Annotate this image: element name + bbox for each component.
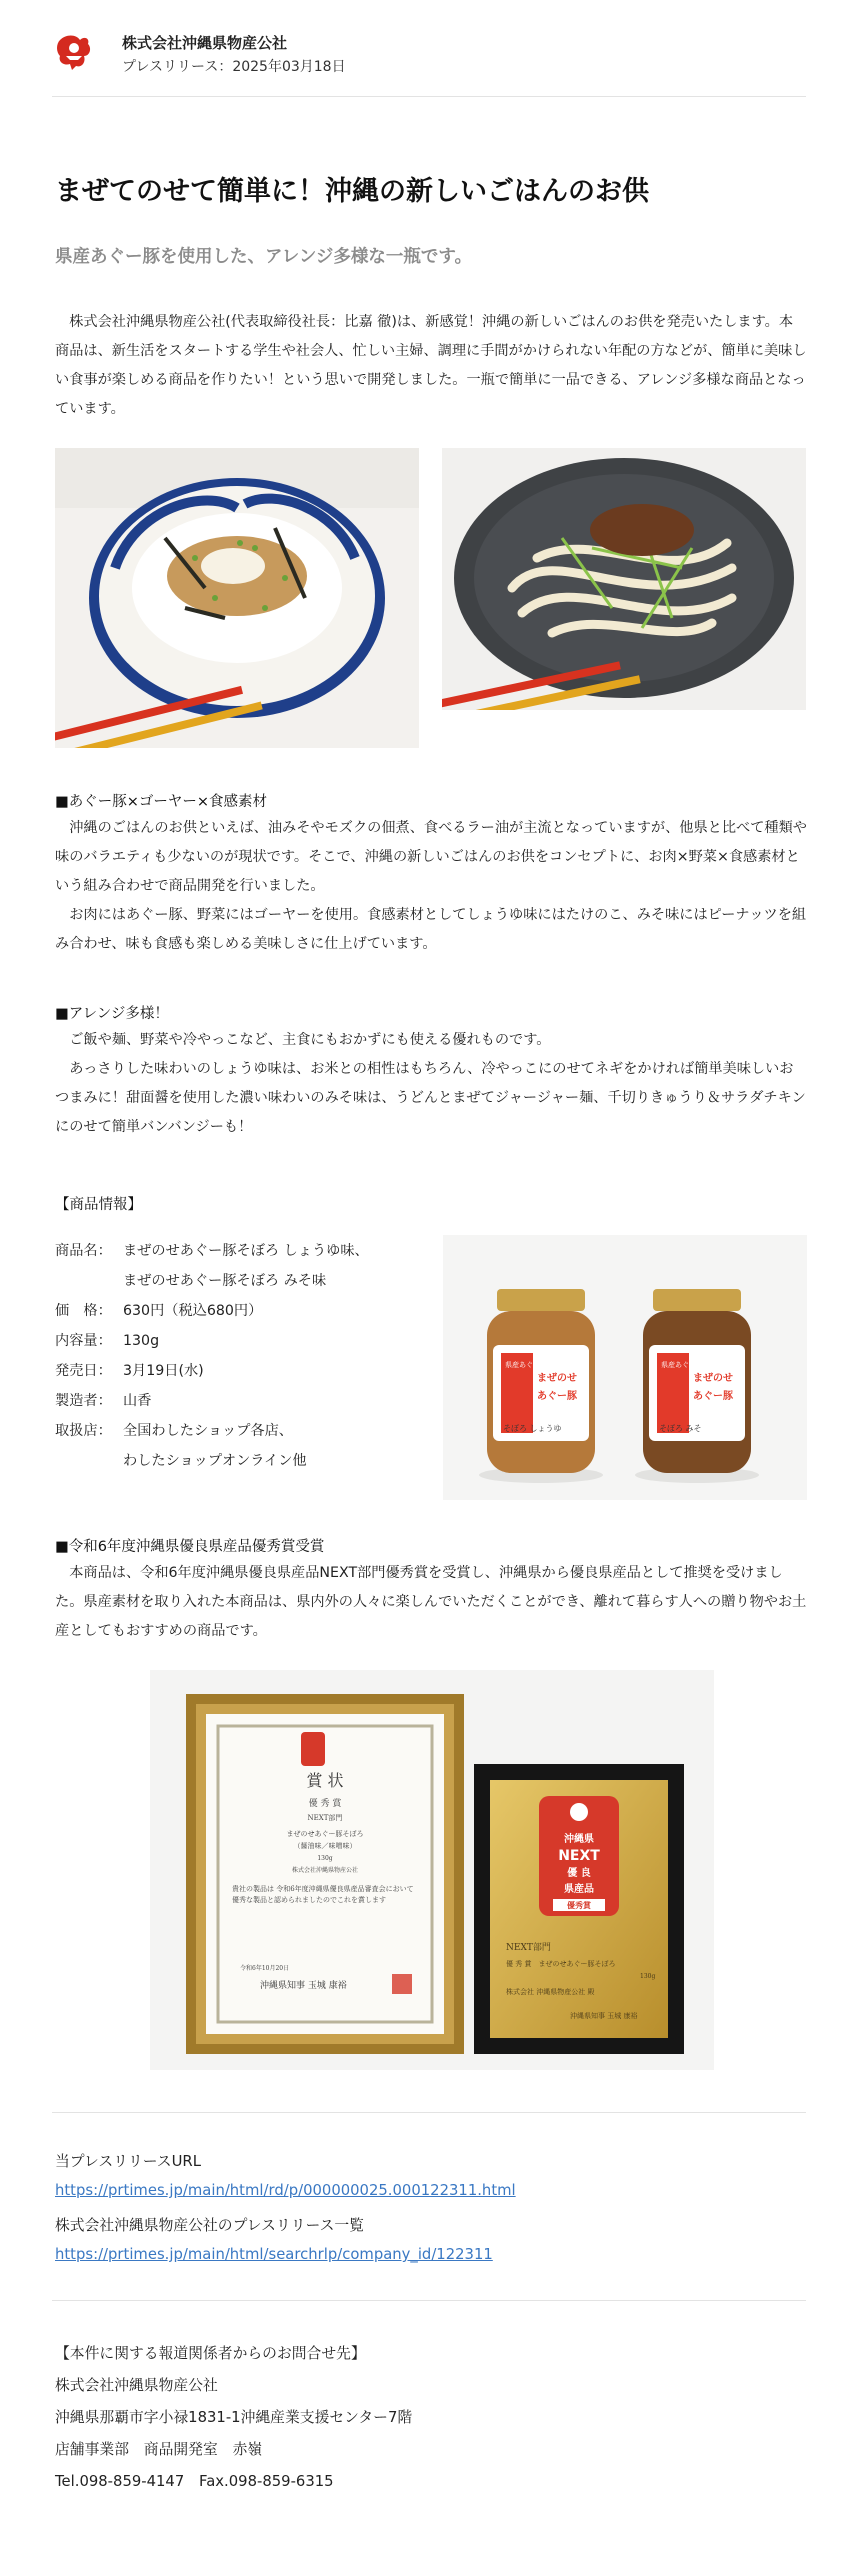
cert-product: まぜのせあぐー豚そぼろ bbox=[286, 1830, 364, 1838]
section2-paragraph-2: あっさりした味わいのしょうゆ味は、お米との相性はもちろん、冷やっこにのせてネギをかければ簡単美味しいおつまみに！甜面醤を使用した濃い味わいのみそ味は、うどんとまぜてジャージャー麺、千切りきゅうり＆サラダチキンにのせて簡単バンバンジーも！ bbox=[55, 1061, 806, 1135]
product-jars-photo bbox=[443, 1235, 807, 1500]
maker-label: 製造者： bbox=[55, 1393, 112, 1409]
article-subtitle: 県産あぐー豚を使用した、アレンジ多様な一瓶です。 bbox=[55, 247, 473, 267]
store-value-1: 全国わしたショップ各店、 bbox=[123, 1423, 293, 1439]
section1-paragraph-2: お肉にはあぐー豚、野菜にはゴーヤーを使用。食感素材としてしょうゆ味にはたけのこ、みそ味にはピーナッツを組み合わせ、味も食感も楽しめる美味しさに仕上げています。 bbox=[55, 907, 807, 952]
plaque-division: NEXT部門 bbox=[506, 1943, 551, 1953]
plaque-line-3: 優 良 bbox=[567, 1868, 591, 1879]
left-jar-text-3: あぐー豚 bbox=[537, 1391, 577, 1402]
product-name-label: 商品名： bbox=[55, 1243, 112, 1259]
price-label: 価 格： bbox=[55, 1303, 112, 1319]
section1-body bbox=[55, 814, 807, 959]
rice-bowl-photo bbox=[55, 448, 419, 748]
left-jar-text-2: まぜのせ bbox=[537, 1373, 577, 1384]
left-jar-text-1: 県産あぐー bbox=[505, 1361, 540, 1369]
cert-body: 貴社の製品は 令和6年度沖縄県優良県産品審査会において優秀な製品と認められましたのでこれを賞します bbox=[232, 1885, 414, 1904]
intro-text: 株式会社沖縄県物産公社(代表取締役社長：比嘉 徹)は、新感覚！沖縄の新しいごはんのお供を発売いたします。本商品は、新生活をスタートする学生や社会人、忙しい主婦、調理に手間がかけられない年配の方などが、簡単に美味しい食事が楽しめる商品を作りたい！という思いで開発しました。一瓶で簡単に一品できる、アレンジ多様な商品となっています。 bbox=[55, 314, 807, 417]
plaque-signer: 沖縄県知事 玉城 康裕 bbox=[570, 2012, 638, 2020]
footer-divider-bottom bbox=[52, 2300, 806, 2301]
footer-divider-top bbox=[52, 2112, 806, 2113]
section1-paragraph-1: 沖縄のごはんのお供といえば、油みそやモズクの佃煮、食べるラー油が主流となっていますが、他県と比べて種類や味のバラエティも少ないのが現状です。そこで、沖縄の新しいごはんのお供をコンセプトに、お肉×野菜×食感素材という組み合わせで商品開発を行いました。 bbox=[55, 820, 807, 894]
right-jar-text-1: 県産あぐー bbox=[661, 1361, 696, 1369]
intro-paragraph bbox=[55, 308, 807, 424]
contact-heading: 【本件に関する報道関係者からのお問合せ先】 bbox=[55, 2345, 366, 2362]
release-date-row bbox=[55, 1360, 204, 1380]
plaque-line-4: 県産品 bbox=[564, 1884, 594, 1895]
release-list-label: 株式会社沖縄県物産公社のプレスリリース一覧 bbox=[55, 2217, 364, 2234]
section3-body bbox=[55, 1559, 807, 1646]
right-jar-text-4: そぼろ みそ bbox=[659, 1424, 702, 1433]
right-jar-text-2: まぜのせ bbox=[693, 1373, 733, 1384]
plaque-line-1: 沖縄県 bbox=[564, 1834, 594, 1845]
section2-paragraph-1: ご飯や麺、野菜や冷やっこなど、主食にもおかずにも使える優れものです。 bbox=[69, 1032, 551, 1048]
plaque-weight: 130g bbox=[640, 1973, 656, 1980]
volume-label: 内容量： bbox=[55, 1333, 112, 1349]
contact-address: 沖縄県那覇市字小禄1831-1沖縄産業支援センター7階 bbox=[55, 2409, 413, 2426]
company-name: 株式会社沖縄県物産公社 bbox=[122, 34, 288, 52]
volume-row bbox=[55, 1330, 159, 1350]
cert-signer: 沖縄県知事 玉城 康裕 bbox=[260, 1981, 347, 1991]
contact-phone: Tel.098-859-4147 Fax.098-859-6315 bbox=[55, 2473, 334, 2490]
volume-value: 130g bbox=[123, 1333, 160, 1349]
udon-plate-photo bbox=[442, 448, 806, 710]
store-row bbox=[55, 1420, 293, 1440]
release-list-link[interactable]: https://prtimes.jp/main/html/searchrlp/company_id/122311 bbox=[55, 2246, 493, 2263]
product-info-heading: 【商品情報】 bbox=[55, 1197, 142, 1213]
cert-title: 賞 状 bbox=[306, 1771, 344, 1790]
plaque-line-2: NEXT bbox=[558, 1848, 600, 1864]
release-date-label: 発売日： bbox=[55, 1363, 112, 1379]
award-photo bbox=[150, 1670, 714, 2070]
plaque-line-5: 優秀賞 bbox=[567, 1901, 591, 1910]
right-jar-text-3: あぐー豚 bbox=[693, 1391, 733, 1402]
release-url-link[interactable]: https://prtimes.jp/main/html/rd/p/000000025.000122311.html bbox=[55, 2182, 516, 2199]
section2-heading: ■アレンジ多様！ bbox=[55, 1006, 169, 1022]
section3-heading: ■令和6年度沖縄県優良県産品優秀賞受賞 bbox=[55, 1539, 325, 1555]
product-name-value-1: まぜのせあぐー豚そぼろ しょうゆ味、 bbox=[123, 1243, 369, 1259]
cert-company: 株式会社沖縄県物産公社 bbox=[291, 1867, 359, 1874]
product-name-row bbox=[55, 1240, 369, 1260]
cert-award: 優 秀 賞 bbox=[308, 1799, 342, 1809]
cert-division: NEXT部門 bbox=[307, 1814, 343, 1822]
plaque-award: 優 秀 賞 まぜのせあぐー豚そぼろ bbox=[506, 1960, 616, 1968]
maker-row bbox=[55, 1390, 151, 1410]
plaque-company: 株式会社 沖縄県物産公社 殿 bbox=[506, 1988, 595, 1996]
release-date: プレスリリース：2025年03月18日 bbox=[122, 59, 346, 75]
section1-heading: ■あぐー豚×ゴーヤー×食感素材 bbox=[55, 794, 267, 810]
company-logo-icon bbox=[52, 30, 96, 74]
store-label: 取扱店： bbox=[55, 1423, 112, 1439]
price-value: 630円（税込680円） bbox=[123, 1303, 263, 1319]
left-jar-text-4: そぼろ しょうゆ bbox=[503, 1424, 562, 1433]
cert-date: 令和6年10月20日 bbox=[240, 1965, 290, 1972]
price-row bbox=[55, 1300, 262, 1320]
maker-value: 山香 bbox=[123, 1393, 152, 1409]
cert-weight: 130g bbox=[317, 1855, 333, 1862]
section2-body bbox=[55, 1026, 807, 1142]
release-url-label: 当プレスリリースURL bbox=[55, 2153, 201, 2170]
product-name-value-2: まぜのせあぐー豚そぼろ みそ味 bbox=[123, 1273, 327, 1289]
contact-department: 店舗事業部 商品開発室 赤嶺 bbox=[55, 2441, 263, 2458]
contact-company: 株式会社沖縄県物産公社 bbox=[55, 2377, 218, 2394]
release-date-value: 3月19日(水) bbox=[123, 1363, 204, 1379]
section3-paragraph-1: 本商品は、令和6年度沖縄県優良県産品NEXT部門優秀賞を受賞し、沖縄県から優良県産品として推奨を受けました。県産素材を取り入れた本商品は、県内外の人々に楽しんでいただくことができ、離れて暮らす人への贈り物やお土産としてもおすすめの商品です。 bbox=[55, 1565, 807, 1639]
store-value-2: わしたショップオンライン他 bbox=[123, 1453, 307, 1469]
cert-flavors: （醤油味／味噌味） bbox=[293, 1842, 357, 1850]
article-title: まぜてのせて簡単に！沖縄の新しいごはんのお供 bbox=[55, 176, 649, 207]
release-header bbox=[52, 22, 806, 97]
